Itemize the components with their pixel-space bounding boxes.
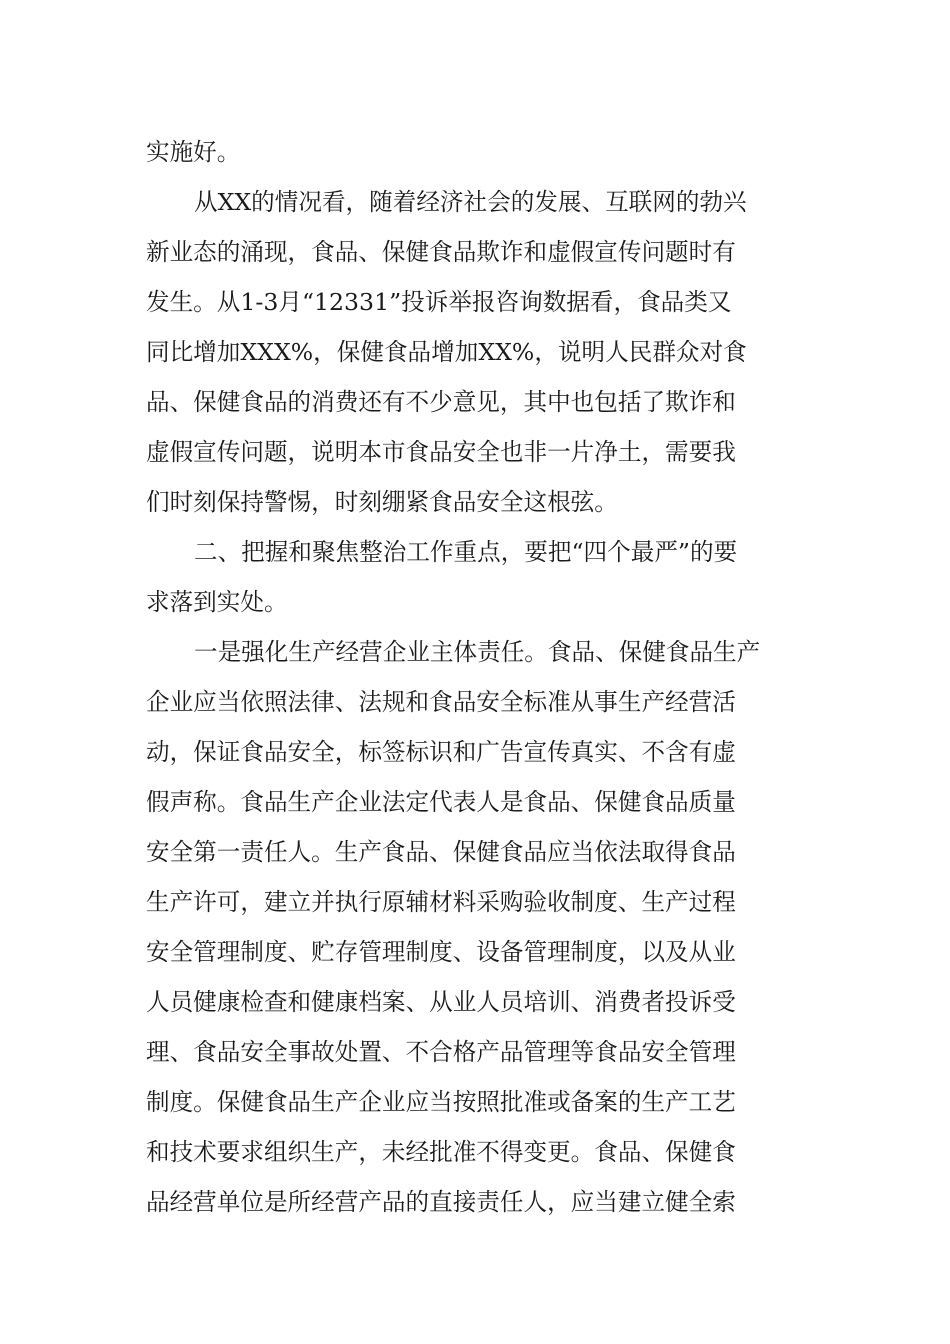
text-line	[0, 827, 950, 877]
text-line	[0, 927, 950, 977]
text-line	[0, 127, 950, 177]
line-text: 同比增加XXX%，保健食品增加XX%，说明人民群众对食	[146, 338, 747, 366]
line-text: 从XX的情况看，随着经济社会的发展、互联网的勃兴	[194, 188, 747, 216]
text-line	[0, 527, 950, 577]
text-line	[0, 1127, 950, 1177]
text-line	[0, 877, 950, 927]
text-line	[0, 477, 950, 527]
line-text: 动，保证食品安全，标签标识和广告宣传真实、不含有虚	[146, 738, 736, 766]
text-line	[0, 327, 950, 377]
line-text: 们时刻保持警惕，时刻绷紧食品安全这根弦。	[146, 488, 618, 516]
line-text: 发生。从1-3月“12331”投诉举报咨询数据看，食品类又	[146, 288, 732, 316]
text-line	[0, 677, 950, 727]
line-text: 安全管理制度、贮存管理制度、设备管理制度，以及从业	[146, 938, 736, 966]
text-line	[0, 727, 950, 777]
line-text: 实施好。	[146, 138, 241, 166]
text-line	[0, 977, 950, 1027]
text-line	[0, 177, 950, 227]
text-line	[0, 427, 950, 477]
line-text: 求落到实处。	[146, 588, 288, 616]
line-text: 制度。保健食品生产企业应当按照批准或备案的生产工艺	[146, 1088, 736, 1116]
text-line	[0, 1077, 950, 1127]
line-text: 虚假宣传问题，说明本市食品安全也非一片净土，需要我	[146, 438, 736, 466]
text-line	[0, 577, 950, 627]
line-text: 理、食品安全事故处置、不合格产品管理等食品安全管理	[146, 1038, 736, 1066]
line-text: 新业态的涌现，食品、保健食品欺诈和虚假宣传问题时有	[146, 238, 736, 266]
text-line	[0, 277, 950, 327]
line-text: 生产许可，建立并执行原辅材料采购验收制度、生产过程	[146, 888, 736, 916]
line-text: 假声称。食品生产企业法定代表人是食品、保健食品质量	[146, 788, 736, 816]
line-text: 人员健康检查和健康档案、从业人员培训、消费者投诉受	[146, 988, 736, 1016]
text-line	[0, 1027, 950, 1077]
line-text: 品、保健食品的消费还有不少意见，其中也包括了欺诈和	[146, 388, 736, 416]
text-line	[0, 1177, 950, 1227]
text-line	[0, 627, 950, 677]
line-text: 安全第一责任人。生产食品、保健食品应当依法取得食品	[146, 838, 736, 866]
line-text: 二、把握和聚焦整治工作重点，要把“四个最严”的要	[194, 538, 738, 566]
text-line	[0, 377, 950, 427]
line-text: 一是强化生产经营企业主体责任。食品、保健食品生产	[194, 638, 761, 666]
line-text: 和技术要求组织生产，未经批准不得变更。食品、保健食	[146, 1138, 736, 1166]
text-line	[0, 227, 950, 277]
line-text: 企业应当依照法律、法规和食品安全标准从事生产经营活	[146, 688, 736, 716]
line-text: 品经营单位是所经营产品的直接责任人，应当建立健全索	[146, 1188, 736, 1216]
text-line	[0, 777, 950, 827]
